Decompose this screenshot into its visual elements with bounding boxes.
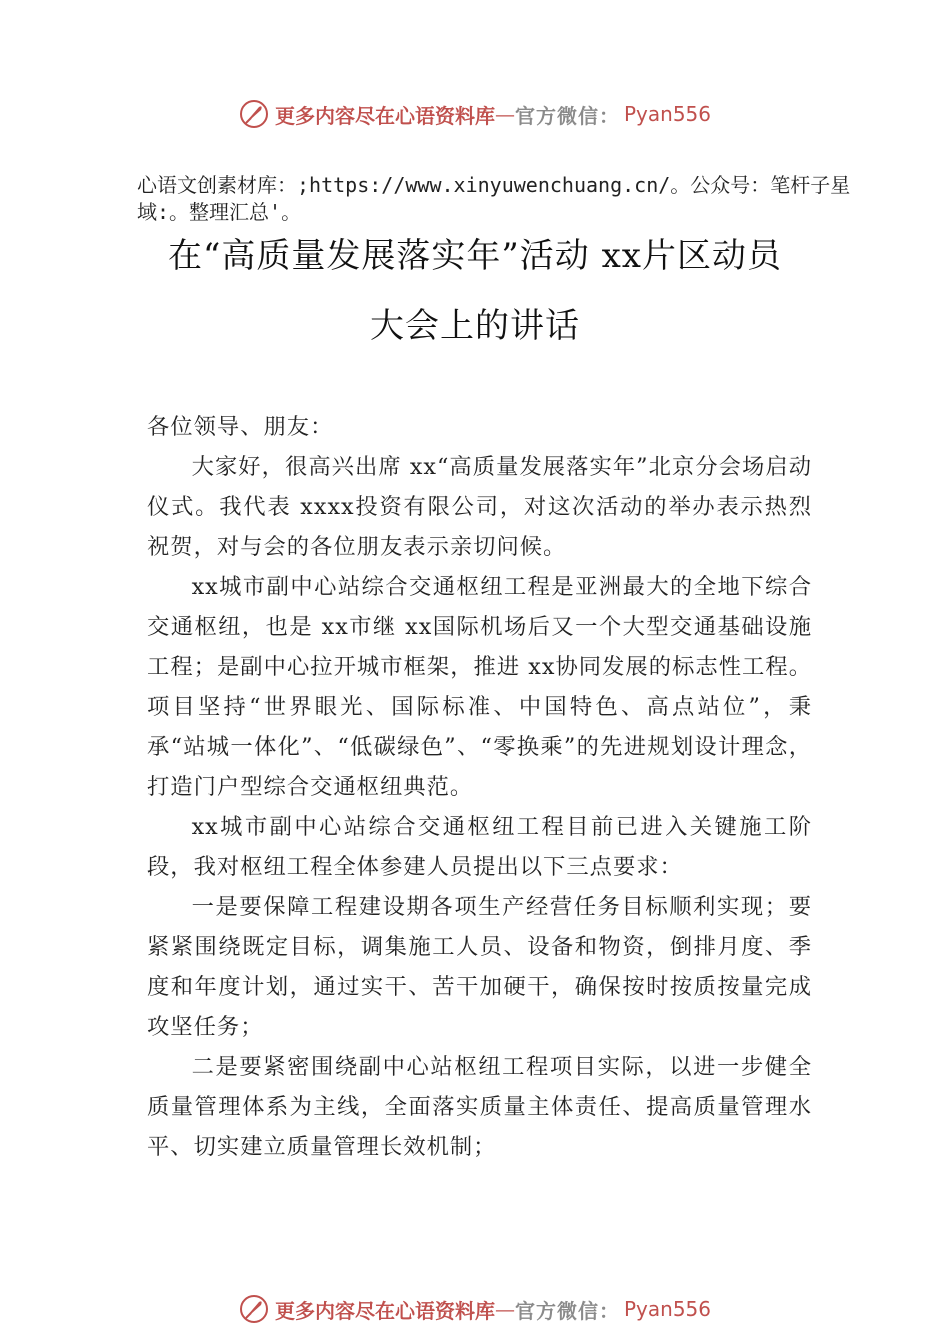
banner-dash: — — [494, 102, 515, 126]
source-note: 心语文创素材库：;https://www.xinyuwenchuang.cn/。公众号：笔杆子星域:。整理汇总'。 — [137, 173, 851, 224]
banner-wechat-id: Pyan556 — [623, 1297, 711, 1321]
salutation: 各位领导、朋友： — [147, 414, 334, 440]
banner-official: 官方微信： — [514, 103, 620, 128]
doc-title-line1: 在“高质量发展落实年”活动 xx片区动员 — [168, 236, 782, 276]
banner-dash: — — [494, 1297, 515, 1321]
banner-wechat-id: Pyan556 — [623, 102, 711, 126]
footer-banner — [0, 1291, 950, 1327]
speech-body — [147, 447, 812, 1167]
feather-pen-icon — [239, 99, 269, 129]
paragraph: 大家好，很高兴出席 xx“高质量发展落实年”北京分会场启动仪式。我代表 xxxx投资有限公司，对这次活动的举办表示热烈祝贺，对与会的各位朋友表示亲切问候。 — [147, 454, 812, 560]
paragraph: 一是要保障工程建设期各项生产经营任务目标顺利实现；要紧紧围绕既定目标，调集施工人员、设备和物资，倒排月度、季度和年度计划，通过实干、苦干加硬干，确保按时按质按量完成攻坚任务； — [147, 894, 812, 1040]
banner-brand: 更多内容尽在心语资料库 — [274, 103, 495, 128]
header-banner — [0, 96, 950, 132]
feather-pen-icon — [239, 1294, 269, 1324]
paragraph: 二是要紧密围绕副中心站枢纽工程项目实际，以进一步健全质量管理体系为主线，全面落实质量主体责任、提高质量管理水平、切实建立质量管理长效机制； — [147, 1054, 812, 1160]
paragraph: xx城市副中心站综合交通枢纽工程是亚洲最大的全地下综合交通枢纽，也是 xx市继 xx国际机场后又一个大型交通基础设施工程；是副中心拉开城市框架，推进 xx协同发展的标志性工程。项目坚持“世界眼光、国际标准、中国特色、高点站位”，秉承“站城一体化”、“低碳绿色”、“零换乘”的先进规划设计理念，打造门户型综合交通枢纽典范。 — [147, 574, 812, 800]
banner-brand: 更多内容尽在心语资料库 — [274, 1298, 495, 1323]
banner-official: 官方微信： — [514, 1298, 620, 1323]
paragraph: xx城市副中心站综合交通枢纽工程目前已进入关键施工阶段，我对枢纽工程全体参建人员提出以下三点要求： — [147, 814, 812, 880]
doc-title-line2: 大会上的讲话 — [370, 306, 580, 346]
